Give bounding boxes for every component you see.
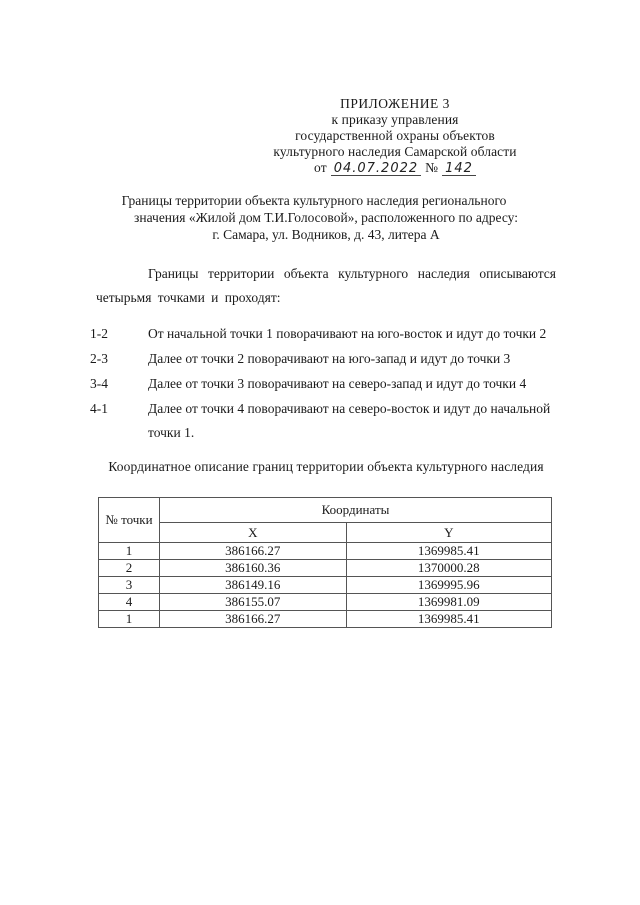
segment-item	[90, 322, 570, 346]
order-date-number	[230, 160, 560, 176]
point-number: 1	[99, 611, 160, 628]
table-row	[99, 560, 552, 577]
point-number: 3	[99, 577, 160, 594]
x-value: 386149.16	[160, 577, 347, 594]
point-number: 4	[99, 594, 160, 611]
coordinates-table	[98, 497, 552, 628]
document-subject	[96, 192, 556, 243]
subject-line: значения «Жилой дом Т.И.Голосовой», расположенного по адресу:	[134, 210, 518, 225]
column-header-x: X	[160, 523, 347, 543]
segment-description: Далее от точки 3 поворачивают на северо-запад и идут до точки 4	[148, 376, 527, 391]
y-value: 1369995.96	[346, 577, 551, 594]
segment-item	[90, 347, 570, 371]
handwritten-number: 142	[442, 162, 476, 176]
y-value: 1370000.28	[346, 560, 551, 577]
handwritten-date: 04.07.2022	[331, 162, 421, 176]
segment-description	[148, 397, 570, 445]
subject-line: г. Самара, ул. Водников, д. 43, литера А	[212, 227, 440, 242]
segment-item	[90, 372, 570, 396]
column-header-coordinates: Координаты	[160, 498, 552, 523]
y-value: 1369985.41	[346, 543, 551, 560]
boundary-segments	[90, 322, 570, 446]
column-header-point: № точки	[99, 498, 160, 543]
segment-description: От начальной точки 1 поворачивают на юго-восток и идут до точки 2	[148, 326, 547, 341]
table-row	[99, 611, 552, 628]
subject-line: Границы территории объекта культурного наследия регионального	[121, 193, 507, 208]
table-row	[99, 594, 552, 611]
segment-description: Далее от точки 2 поворачивают на юго-запад и идут до точки 3	[148, 351, 511, 366]
y-value: 1369981.09	[346, 594, 551, 611]
x-value: 386160.36	[160, 560, 347, 577]
intro-text: Границы территории объекта культурного наследия описываются четырьмя точками и проходят:	[96, 266, 556, 305]
table-row	[99, 577, 552, 594]
table-row	[99, 543, 552, 560]
header-line: государственной охраны объектов	[295, 128, 495, 143]
appendix-title: ПРИЛОЖЕНИЕ 3	[340, 96, 450, 111]
intro-paragraph	[96, 262, 556, 310]
segment-code: 4-1	[90, 401, 108, 416]
x-value: 386166.27	[160, 543, 347, 560]
segment-code: 2-3	[90, 351, 108, 366]
point-number: 1	[99, 543, 160, 560]
number-label: №	[425, 160, 439, 175]
header-line: к приказу управления	[331, 112, 459, 127]
x-value: 386155.07	[160, 594, 347, 611]
segment-item	[90, 397, 570, 445]
coordinates-title: Координатное описание границ территории объекта культурного наследия	[108, 459, 544, 474]
segment-code: 1-2	[90, 326, 108, 341]
segment-code: 3-4	[90, 376, 108, 391]
point-number: 2	[99, 560, 160, 577]
x-value: 386166.27	[160, 611, 347, 628]
y-value: 1369985.41	[346, 611, 551, 628]
appendix-header	[230, 96, 560, 176]
from-label: от	[314, 160, 327, 175]
column-header-y: Y	[346, 523, 551, 543]
header-line: культурного наследия Самарской области	[273, 144, 517, 159]
segment-text: Далее от точки 4 поворачивают на северо-восток и идут до начальной	[148, 401, 551, 416]
segment-continuation: точки 1.	[148, 425, 195, 440]
